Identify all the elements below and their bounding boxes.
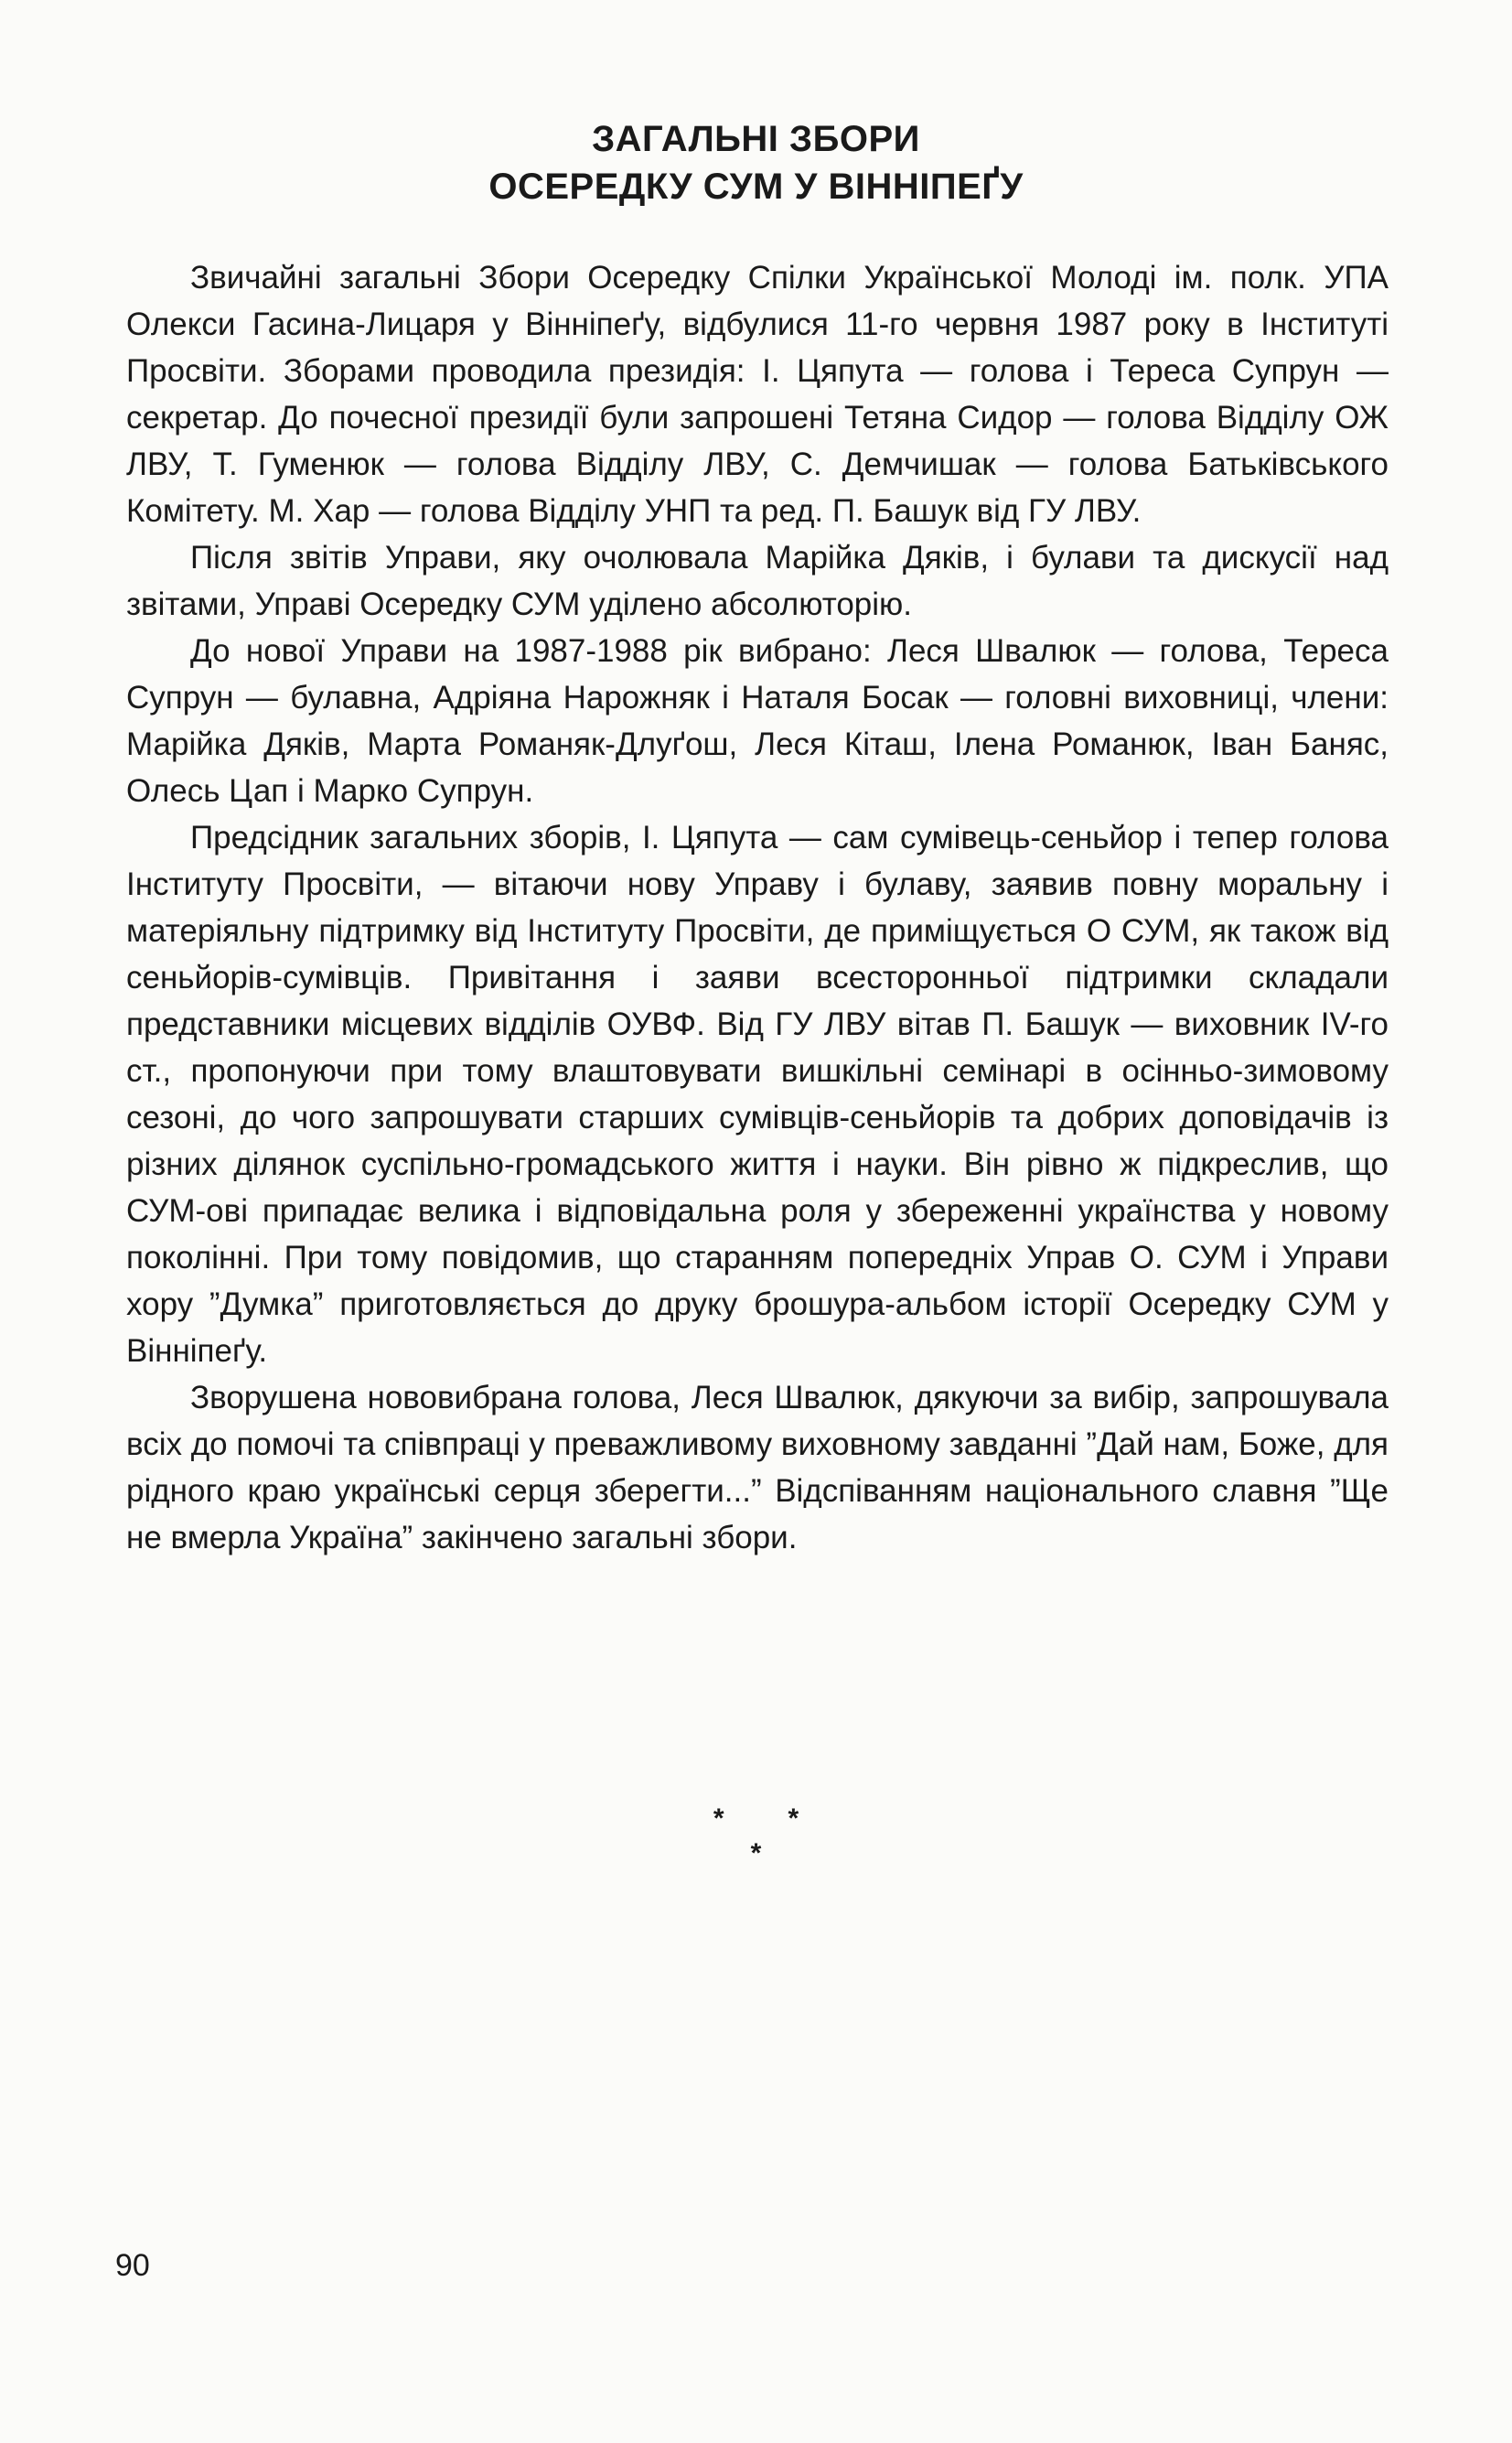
paragraph-presidium: Звичайні загальні Збори Осередку Спілки Української Молоді ім. полк. УПА Олекси Гасина-Лицаря у Вінніпеґу, відбулися 11-го червня 1987 року в Інституті Просвіти. Зборами проводила президія: І. Цяпута — голова і Тереса Супрун — секретар. До почесної президії були запрошені Тетяна Сидор — голова Відділу ОЖ ЛВУ, Т. Гуменюк — голова Відділу ЛВУ, С. Демчишак — голова Батьківського Комітету. М. Хар — голова Відділу УНП та ред. П. Башук від ГУ ЛВУ.: [126, 260, 1389, 529]
article-header: [0, 115, 1512, 210]
asterisk-row-top: **: [713, 1803, 863, 1834]
article-title-line-2: ОСЕРЕДКУ СУМ У ВІННІПЕҐУ: [488, 167, 1024, 207]
paragraph-new-board: До нової Управи на 1987-1988 рік вибрано: Леся Швалюк — голова, Тереса Супрун — булавна, Адріяна Нарожняк і Наталя Босак — головні виховниці, члени: Марійка Дяків, Марта Романяк-Длуґош, Леся Кіташ, Ілена Романюк, Іван Баняс, Олесь Цап і Марко Супрун.: [126, 633, 1389, 809]
paragraph-closing: Зворушена нововибрана голова, Леся Швалюк, дякуючи за вибір, запрошувала всіх до помочі та співпраці у преважливому виховному завданні ”Дай нам, Боже, для рідного краю українські серця зберегти...” Відспіванням національного славня ”Ще не вмерла Україна” закінчено загальні збори.: [126, 1380, 1389, 1555]
section-separator-asterisks: [0, 1804, 1512, 1868]
paragraph-reports: Після звітів Управи, яку очолювала Марійка Дяків, і булави та дискусії над звітами, Управі Осередку СУМ уділено абсолюторію.: [126, 540, 1389, 622]
page-number: 90: [115, 2248, 150, 2283]
paragraph-greetings: Предсідник загальних зборів, І. Цяпута — сам сумівець-сеньйор і тепер голова Інституту Просвіти, — вітаючи нову Управу і булаву, заявив повну моральну і матеріяльну підтримку від Інституту Просвіти, де приміщується О СУМ, як також від сеньйорів-сумівців. Привітання і заяви всесторонньої підтримки складали представники місцевих відділів ОУВФ. Від ГУ ЛВУ вітав П. Башук — виховник IV-го ст., пропонуючи при тому влаштовувати вишкільні семінарі в осінньо-зимовому сезоні, до чого запрошувати старших сумівців-сеньйорів та добрих доповідачів із різних ділянок суспільно-громадського життя і науки. Він рівно ж підкреслив, що СУМ-ові припадає велика і відповідальна роля у збереженні українства у новому поколінні. При тому повідомив, що старанням попередніх Управ О. СУМ і Управи хору ”Думка” приготовляється до друку брошура-альбом історії Осередку СУМ у Вінніпеґу.: [126, 820, 1389, 1369]
article-body: [126, 254, 1389, 1561]
article-title-line-1: ЗАГАЛЬНІ ЗБОРИ: [592, 119, 920, 159]
asterisk-row-bottom: *: [750, 1838, 762, 1868]
